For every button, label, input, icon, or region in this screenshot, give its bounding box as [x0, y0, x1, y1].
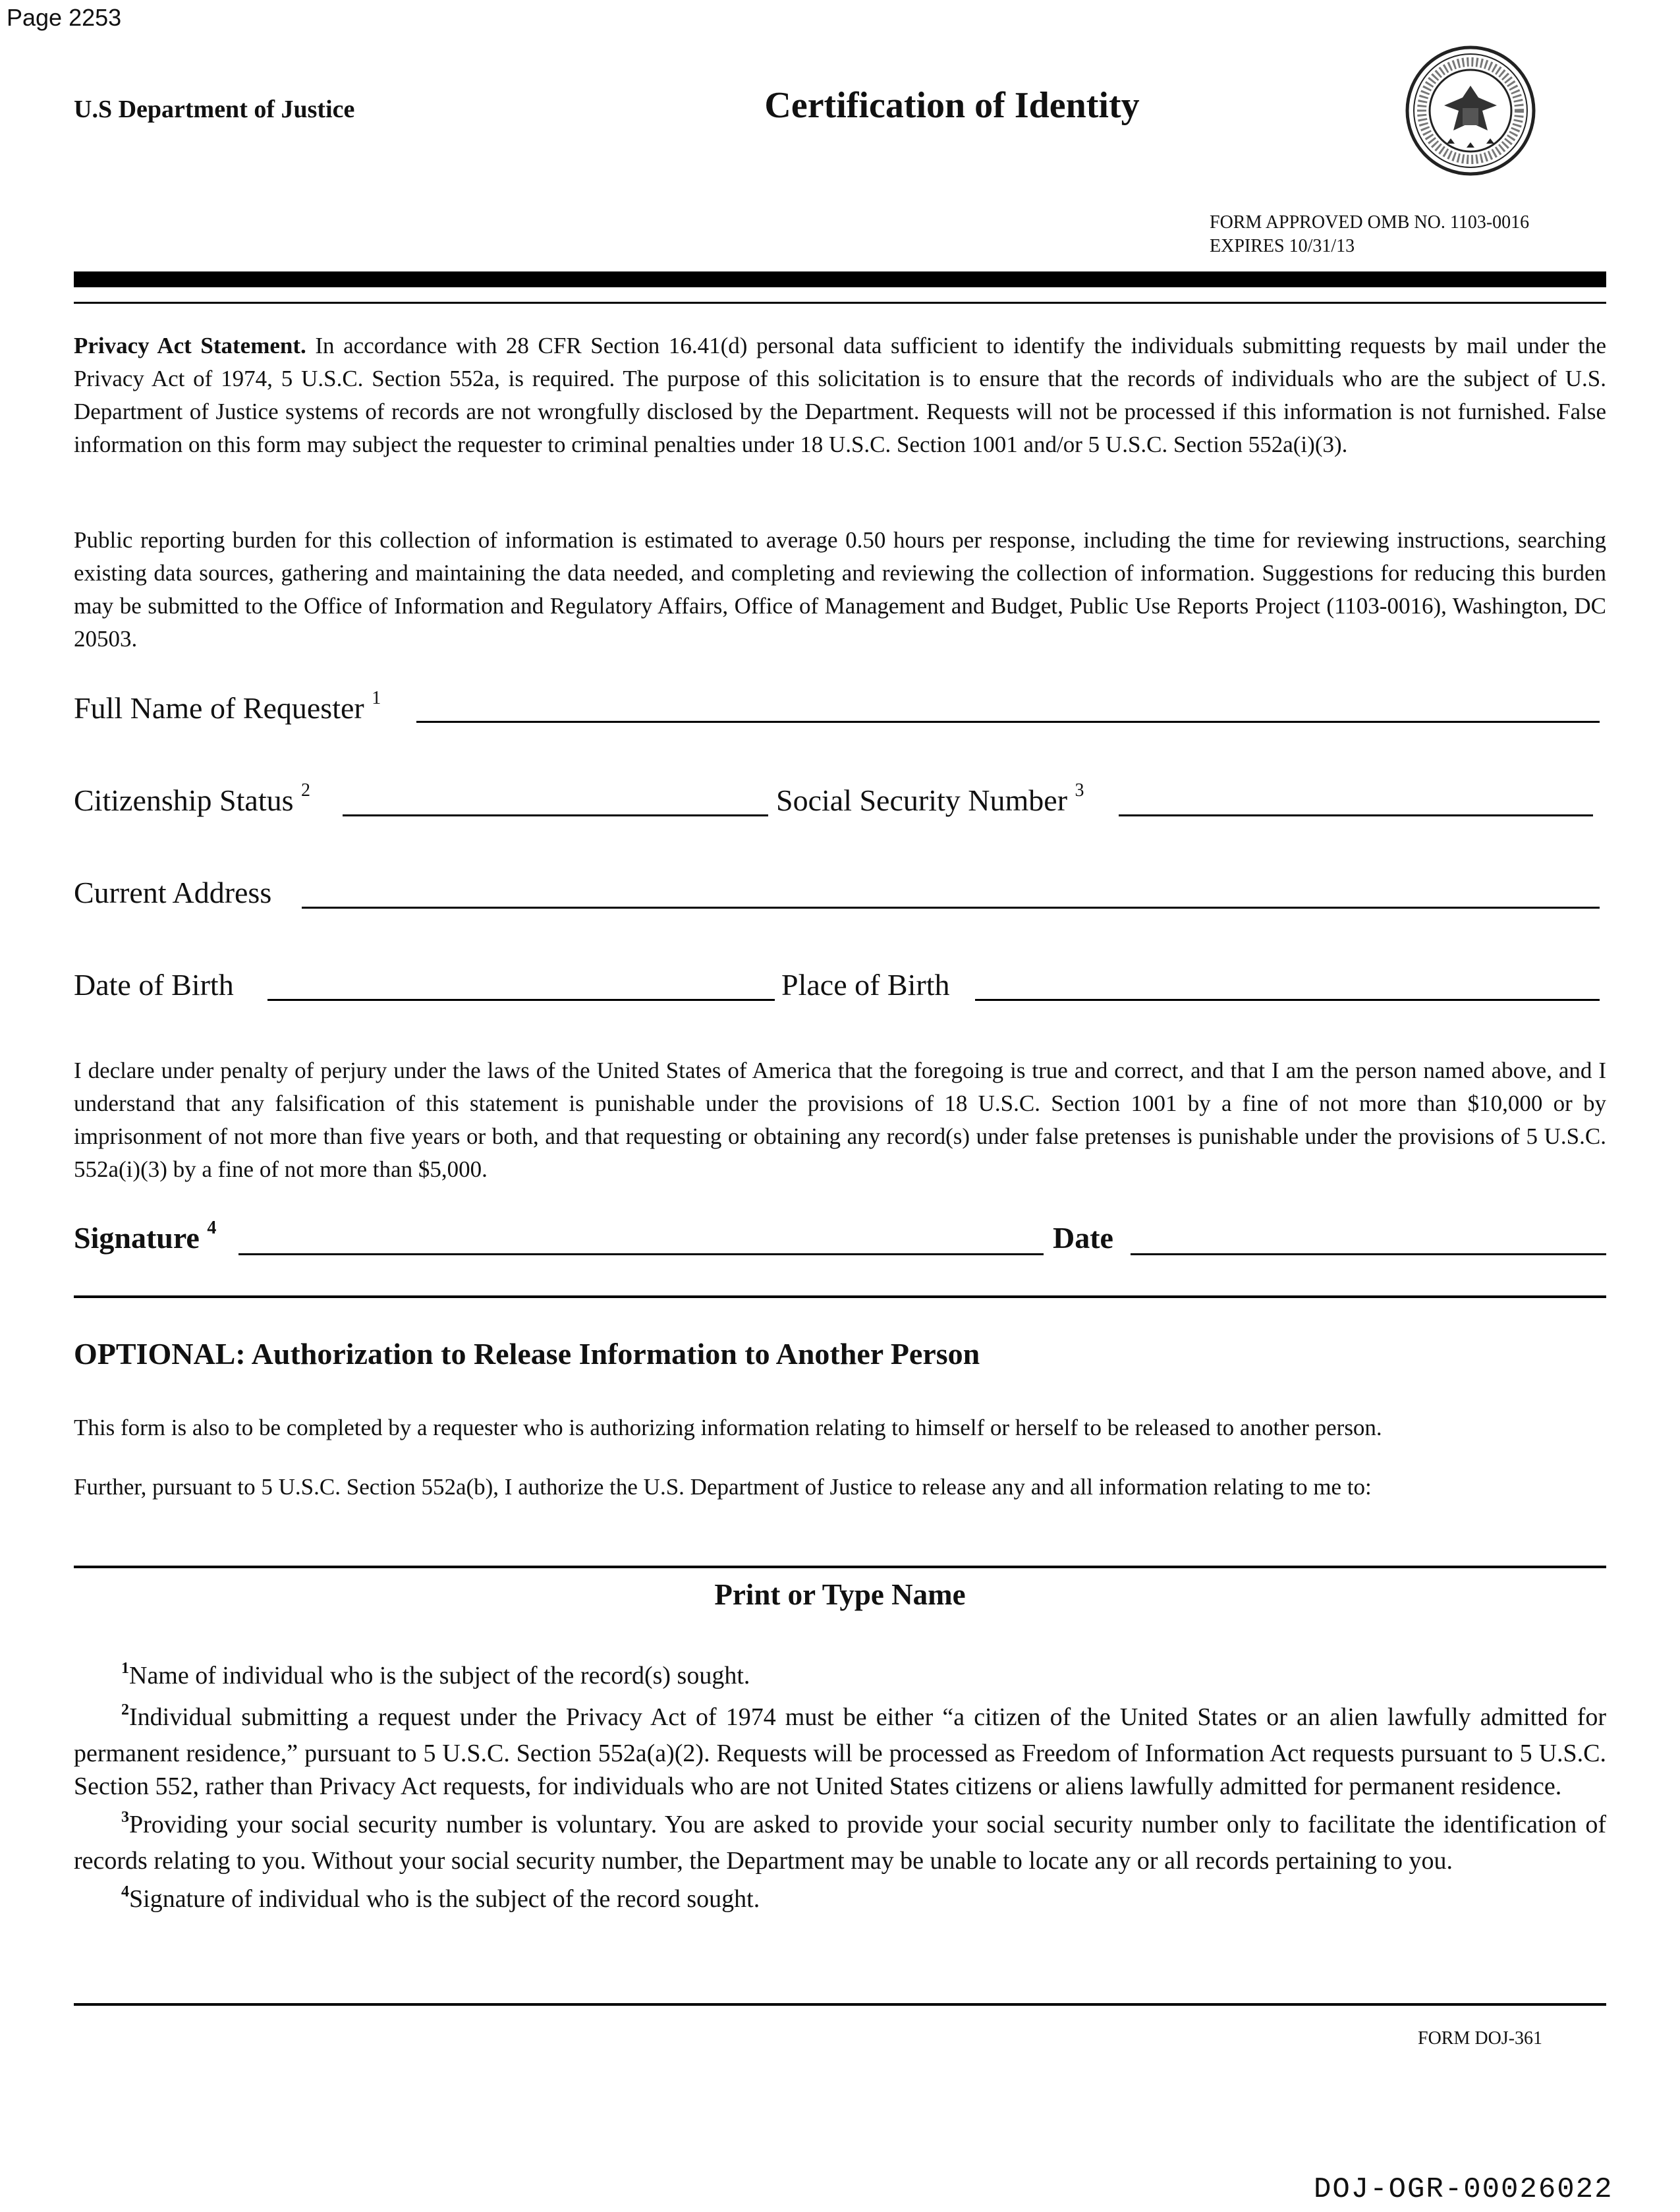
ssn-field[interactable]	[1119, 814, 1593, 816]
omb-approval	[1210, 211, 1529, 258]
full-name-label: Full Name of Requester $^1$	[74, 687, 381, 725]
section-divider	[74, 1295, 1606, 1298]
bates-number: DOJ-OGR-00026022	[1314, 2173, 1613, 2206]
optional-heading: OPTIONAL: Authorization to Release Information to Another Person	[74, 1337, 980, 1371]
form-number: FORM DOJ-361	[1418, 2028, 1543, 2049]
optional-intro: This form is also to be completed by a requester who is authorizing information relating to himself or herself to be released to another person.	[74, 1415, 1382, 1440]
full-name-field[interactable]	[416, 721, 1600, 723]
omb-expiry: EXPIRES 10/31/13	[1210, 236, 1355, 256]
agency-name: U.S Department of Justice	[74, 96, 355, 123]
pob-field[interactable]	[975, 999, 1600, 1001]
omb-number: FORM APPROVED OMB NO. 1103-0016	[1210, 212, 1530, 233]
address-label: Current Address	[74, 876, 272, 909]
privacy-act-statement	[74, 329, 1606, 461]
optional-authorization: Further, pursuant to 5 U.S.C. Section 552a(b), I authorize the U.S. Department of Justice to release any and all information relating to me to:	[74, 1474, 1372, 1500]
date-label: Date	[1053, 1221, 1113, 1255]
privacy-act-heading: Privacy Act Statement.	[74, 333, 306, 358]
burden-statement: Public reporting burden for this collection of information is estimated to average 0.50 hours per response, including the time for reviewing instructions, searching existing data sources, gathering and maintaining the data needed, and completing and reviewing the collection of information. Suggestions for reducing this burden may be submitted to the Office of Information and Regulatory Affairs, Office of Management and Budget, Public Use Reports Project (1103-0016), Washington, DC 20503.	[74, 527, 1606, 652]
footnote-1: $^1$Name of individual who is the subject of the record(s) sought.	[121, 1660, 750, 1689]
citizenship-field[interactable]	[343, 814, 768, 816]
dob-field[interactable]	[267, 999, 775, 1001]
footnotes	[74, 1659, 1606, 1919]
form-title: Certification of Identity	[764, 85, 1140, 126]
citizenship-label: Citizenship Status $^2$	[74, 780, 310, 817]
footnote-2: $^2$Individual submitting a request under the Privacy Act of 1974 must be either “a citizen of the United States or an alien lawfully admitted for permanent residence,” pursuant to 5 U.S.C. Section 552a(a)(2). Requests will be processed as Freedom of Information Act requests pursuant to 5 U.S.C. Section 552, rather than Privacy Act requests, for individuals who are not United States citizens or aliens lawfully admitted for permanent residence.	[74, 1701, 1606, 1800]
ssn-label: Social Security Number $^3$	[776, 780, 1084, 817]
print-name-field[interactable]	[74, 1566, 1606, 1568]
print-name-label: Print or Type Name	[714, 1578, 966, 1611]
perjury-declaration: I declare under penalty of perjury under the laws of the United States of America that the foregoing is true and correct, and that I am the person named above, and I understand that any falsification of this statement is punishable under the provisions of 18 U.S.C. Section 1001 by a fine of not more than $10,000 or by imprisonment of not more than five years or both, and that requesting or obtaining any record(s) under false pretenses is punishable under the provisions of 5 U.S.C. 552a(i)(3) by a fine of not more than $5,000.	[74, 1058, 1606, 1182]
header-rule-thin	[74, 302, 1606, 304]
footer-rule	[74, 2003, 1606, 2006]
signature-label: Signature $^4$	[74, 1217, 217, 1255]
signature-field[interactable]	[238, 1253, 1044, 1255]
page-number: Page 2253	[7, 4, 122, 31]
privacy-act-body: In accordance with 28 CFR Section 16.41(d) personal data sufficient to identify the individuals submitting requests by mail under the Privacy Act of 1974, 5 U.S.C. Section 552a, is required. The purpose of this solicitation is to ensure that the records of individuals who are the subject of U.S. Department of Justice systems of records are not wrongfully disclosed by the Department. Requests will not be processed if this information is not furnished. False information on this form may subject the requester to criminal penalties under 18 U.S.C. Section 1001 and/or 5 U.S.C. Section 552a(i)(3).	[74, 333, 1607, 457]
footnote-3: $^3$Providing your social security number is voluntary. You are asked to provide your social security number only to facilitate the identification of records relating to you. Without your social security number, the Department may be unable to locate any or all records pertaining to you.	[74, 1809, 1606, 1875]
pob-label: Place of Birth	[781, 968, 950, 1002]
dob-label: Date of Birth	[74, 968, 234, 1002]
address-field[interactable]	[302, 907, 1600, 909]
footnote-4: $^4$Signature of individual who is the subject of the record sought.	[121, 1883, 760, 1913]
doj-seal-icon	[1405, 45, 1536, 177]
date-field[interactable]	[1131, 1253, 1606, 1255]
header-rule-thick	[74, 271, 1606, 287]
